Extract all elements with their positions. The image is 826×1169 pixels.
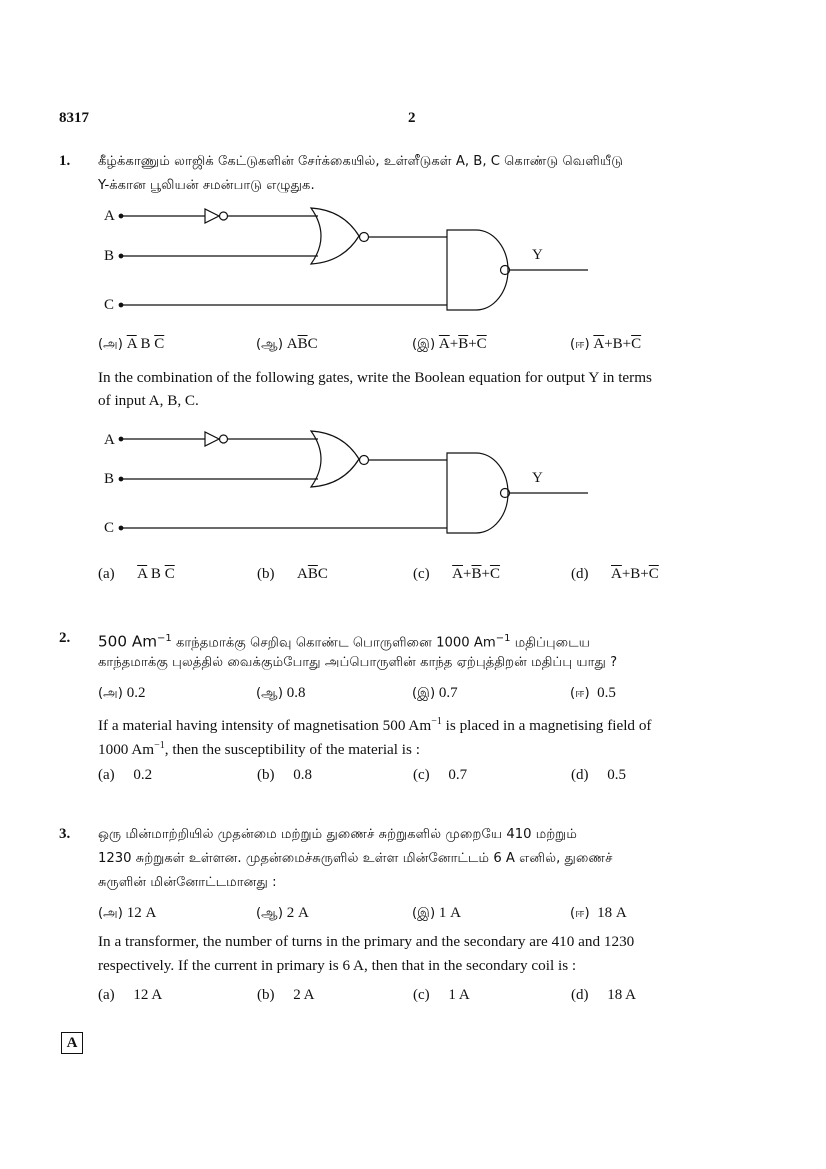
booklet-code-box: A: [61, 1032, 83, 1054]
q3-english-option-b-value: 2 A: [293, 987, 315, 1003]
q3-tamil-option-label-3: (இ): [412, 906, 436, 921]
q1-tamil-option-2-expression: $A\overline{B}C$: [286, 336, 318, 352]
circuit-2-output-y: Y: [532, 470, 543, 486]
q2-english-line-2: 1000 $Am^{-1}$, then the susceptibility of the material is :: [98, 740, 420, 759]
q1-english-line-2: of input A, B, C.: [98, 392, 199, 409]
q3-english-option-label-a: (a): [98, 987, 115, 1003]
q2-tamil-option-label-1: (அ): [98, 686, 123, 701]
q2-english-option-c-value: 0.7: [448, 767, 468, 783]
q1-english-option-label-c: (c): [413, 566, 430, 582]
circuit-1-input-b: B: [104, 248, 115, 264]
q3-tamil-option-label-1: (அ): [98, 906, 123, 921]
q3-english-option-label-b: (b): [257, 987, 275, 1003]
q2-english-option-label-d: (d): [571, 767, 589, 783]
q1-tamil-option-4-expression: $\overline{A}+B+\overline{C}$: [593, 336, 642, 352]
q2-english-option-label-c: (c): [413, 767, 430, 783]
q2-english-option-a-value: 0.2: [133, 767, 153, 783]
question-number-1: 1.: [59, 153, 71, 169]
q3-english-option-c-value: 1 A: [448, 987, 470, 1003]
q3-english-line-2: respectively. If the current in primary is 6 A, then that in the secondary coil is :: [98, 957, 577, 974]
q3-tamil-line-3: சுருளின் மின்னோட்டமானது :: [98, 875, 277, 890]
q3-english-option-label-d: (d): [571, 987, 589, 1003]
circuit-2-input-a: A: [104, 432, 115, 448]
q2-english-option-b-value: 0.8: [293, 767, 312, 783]
q3-tamil-option-4-value: 18 A: [597, 905, 627, 921]
q1-english-option-label-a: (a): [98, 566, 115, 582]
q2-tamil-line-2: காந்தமாக்கு புலத்தில் வைக்கும்போது அப்பொருளின் காந்த ஏற்புத்திறன் மதிப்பு யாது ?: [98, 655, 618, 670]
q3-tamil-line-1: ஒரு மின்மாற்றியில் முதன்மை மற்றும் துணைச் சுற்றுகளில் முறையே 410 மற்றும்: [98, 827, 577, 842]
q2-english-option-label-a: (a): [98, 767, 115, 783]
q1-english-option-a-expression: $\overline{A}$ B $\overline{C}$: [137, 566, 175, 582]
q3-tamil-option-label-2: (ஆ): [256, 906, 283, 921]
q3-tamil-option-2-value: 2 A: [286, 905, 309, 921]
q3-tamil-option-label-4: (ஈ): [570, 906, 590, 921]
q2-english-option-label-b: (b): [257, 767, 275, 783]
q3-english-option-d-value: 18 A: [607, 987, 637, 1003]
q3-tamil-option-3-value: 1 A: [438, 905, 461, 921]
circuit-2-input-b: B: [104, 471, 115, 487]
logic-circuit-diagram-2: [0, 223, 826, 623]
q3-english-option-label-c: (c): [413, 987, 430, 1003]
q2-tamil-line-1: 500 $Am^{-1}$ காந்தமாக்கு செறிவு கொண்ட பொருளினை 1000 $Am^{-1}$ மதிப்புடைய: [98, 632, 591, 651]
question-number-3: 3.: [59, 826, 71, 842]
q2-tamil-option-label-4: (ஈ): [570, 686, 590, 701]
q1-english-option-c-expression: $\overline{A}+\overline{B}+\overline{C}$: [452, 566, 500, 582]
q1-tamil-option-1-expression: $\overline{A}$ B $\overline{C}$: [126, 336, 165, 352]
q2-english-line-1: If a material having intensity of magnetisation 500 $Am^{-1}$ is placed in a magnetising field of: [98, 716, 652, 735]
q3-tamil-option-1-value: 12 A: [126, 905, 157, 921]
q1-tamil-option-label-1: (அ): [98, 337, 123, 352]
q3-english-option-a-value: 12 A: [133, 987, 163, 1003]
q1-tamil-option-label-2: (ஆ): [256, 337, 283, 352]
q2-tamil-option-3-value: 0.7: [438, 685, 458, 701]
q3-tamil-line-2: 1230 சுற்றுகள் உள்ளன. முதன்மைச்சுருளில் உள்ள மின்னோட்டம் 6 A எனில், துணைச்: [98, 851, 613, 866]
q1-english-option-d-expression: $\overline{A}+B+\overline{C}$: [611, 566, 659, 582]
q2-tamil-option-4-value: 0.5: [597, 685, 616, 701]
q2-tamil-option-label-3: (இ): [412, 686, 436, 701]
q1-tamil-line-2: Y-க்கான பூலியன் சமன்பாடு எழுதுக.: [98, 178, 315, 193]
q1-english-option-label-b: (b): [257, 566, 275, 582]
circuit-2-input-c: C: [104, 520, 115, 536]
q3-english-line-1: In a transformer, the number of turns in the primary and the secondary are 410 and 1230: [98, 933, 635, 950]
q2-tamil-option-1-value: 0.2: [126, 685, 146, 701]
circuit-1-input-c: C: [104, 297, 115, 313]
circuit-1-input-a: A: [104, 208, 115, 224]
q1-tamil-option-3-expression: $\overline{A}+\overline{B}+\overline{C}$: [438, 336, 487, 352]
page-number: 2: [408, 110, 416, 126]
q2-english-option-d-value: 0.5: [607, 767, 626, 783]
q1-tamil-option-label-3: (இ): [412, 337, 436, 352]
question-paper-code: 8317: [59, 110, 89, 126]
q1-tamil-line-1: கீழ்க்காணும் லாஜிக் கேட்டுகளின் சேர்க்கையில், உள்ளீடுகள் A, B, C கொண்டு வெளியீடு: [98, 154, 623, 169]
q1-english-line-1: In the combination of the following gates, write the Boolean equation for output Y in terms: [98, 369, 652, 386]
q1-english-option-b-expression: $A\overline{B}C$: [297, 566, 328, 582]
question-number-2: 2.: [59, 630, 71, 646]
q1-tamil-option-label-4: (ஈ): [570, 337, 590, 352]
q2-tamil-option-label-2: (ஆ): [256, 686, 283, 701]
circuit-1-output-y: Y: [532, 247, 543, 263]
q1-english-option-label-d: (d): [571, 566, 589, 582]
q2-tamil-option-2-value: 0.8: [286, 685, 306, 701]
